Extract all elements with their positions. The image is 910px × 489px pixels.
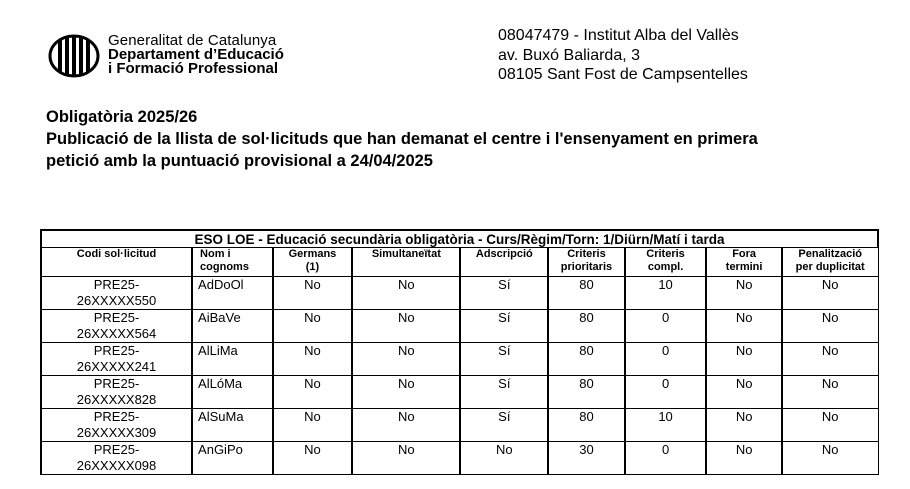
cell-simult: No (352, 376, 460, 409)
cell-germans: No (273, 409, 353, 442)
cell-prior: 80 (548, 343, 625, 376)
cell-prior: 80 (548, 277, 625, 310)
col-header-line-1: Nom i (200, 248, 231, 260)
cell-fora: No (706, 343, 782, 376)
cell-prior: 80 (548, 409, 625, 442)
cell-adscr: Sí (460, 376, 548, 409)
cell-adscr: Sí (460, 343, 548, 376)
cell-germans: No (273, 376, 353, 409)
cell-request-code (41, 409, 192, 442)
cell-request-code (41, 310, 192, 343)
title-line-1: Publicació de la llista de sol·licituds que han demanat el centre i l'ensenyament en primera (46, 130, 758, 148)
cell-request-code (41, 343, 192, 376)
col-header (41, 248, 192, 277)
school-line-2: av. Buxó Baliarda, 3 (498, 46, 641, 64)
logo-text (108, 34, 284, 76)
col-header (625, 248, 707, 277)
cell-fora: No (706, 310, 782, 343)
cell-penal: No (782, 442, 878, 475)
applications-table (40, 229, 879, 475)
logo-line-3: i Formació Professional (108, 60, 279, 77)
generalitat-logo (48, 32, 348, 82)
course-year: Obligatòria 2025/26 (46, 108, 198, 126)
table-body (41, 277, 878, 475)
request-code-part-1: PRE25- (93, 343, 140, 358)
document-heading (46, 106, 886, 172)
school-info (498, 26, 748, 85)
col-header (273, 248, 353, 277)
col-header-line-2: compl. (647, 260, 684, 273)
logo-line-2: Departament d’Educació (108, 46, 284, 63)
cell-compl: 0 (625, 310, 707, 343)
cell-compl: 10 (625, 409, 707, 442)
cell-fora: No (706, 376, 782, 409)
cell-name: AlSuMa (192, 409, 273, 442)
col-header (192, 248, 273, 277)
col-header-line-2: termini (725, 260, 763, 273)
request-code-part-2: 26XXXXX241 (76, 358, 157, 374)
cell-prior: 30 (548, 442, 625, 475)
col-header-line-1: Criteris (646, 248, 685, 260)
cell-adscr: Sí (460, 277, 548, 310)
request-code-part-1: PRE25- (93, 442, 140, 457)
col-header-line-1: Adscripció (475, 248, 533, 260)
table-row (41, 409, 878, 442)
request-code-part-1: PRE25- (93, 277, 140, 292)
cell-name: AdDoOl (192, 277, 273, 310)
col-header-line-2: (1) (305, 260, 320, 273)
request-code-part-2: 26XXXXX564 (76, 325, 157, 341)
applications-table-wrapper (40, 229, 879, 489)
col-header-line-2: per duplicitat (795, 260, 865, 273)
request-code-part-2: 26XXXXX098 (76, 457, 157, 473)
request-code-part-1: PRE25- (93, 310, 140, 325)
cell-compl: 0 (625, 343, 707, 376)
cell-penal: No (782, 310, 878, 343)
cell-compl: 0 (625, 442, 707, 475)
col-header (352, 248, 460, 277)
cell-fora: No (706, 277, 782, 310)
generalitat-emblem-icon (48, 34, 100, 78)
title-line-2: petició amb la puntuació provisional a 24/04/2025 (46, 152, 433, 170)
col-header (782, 248, 878, 277)
col-header (706, 248, 782, 277)
request-code-part-1: PRE25- (93, 376, 140, 391)
cell-adscr: No (460, 442, 548, 475)
table-header-row (41, 248, 878, 277)
cell-simult: No (352, 277, 460, 310)
col-header-line-2: prioritaris (560, 260, 613, 273)
cell-prior: 80 (548, 376, 625, 409)
cell-request-code (41, 442, 192, 475)
cell-name: AnGiPo (192, 442, 273, 475)
school-line-3: 08105 Sant Fost de Campsentelles (498, 66, 748, 83)
table-band-title: ESO LOE - Educació secundària obligatòria - Curs/Règim/Torn: 1/Diürn/Matí i tarda (41, 230, 878, 248)
table-row (41, 310, 878, 343)
cell-name: AlLiMa (192, 343, 273, 376)
cell-simult: No (352, 343, 460, 376)
cell-compl: 0 (625, 376, 707, 409)
cell-penal: No (782, 376, 878, 409)
col-header-line-1: Fora (732, 248, 757, 260)
cell-simult: No (352, 442, 460, 475)
cell-adscr: Sí (460, 409, 548, 442)
cell-penal: No (782, 343, 878, 376)
table-row (41, 343, 878, 376)
table-row (41, 442, 878, 475)
col-header-line-1: Germans (288, 248, 337, 260)
cell-simult: No (352, 409, 460, 442)
table-row (41, 376, 878, 409)
table-row (41, 277, 878, 310)
cell-simult: No (352, 310, 460, 343)
col-header-line-1: Codi sol·licitud (76, 248, 157, 260)
col-header-line-1: Simultaneïtat (371, 248, 441, 260)
table-band-row (41, 230, 878, 248)
col-header-line-1: Penalització (798, 248, 862, 260)
cell-request-code (41, 277, 192, 310)
request-code-part-2: 26XXXXX828 (76, 391, 157, 407)
cell-name: AlLóMa (192, 376, 273, 409)
request-code-part-1: PRE25- (93, 409, 140, 424)
cell-germans: No (273, 310, 353, 343)
request-code-part-2: 26XXXXX309 (76, 424, 157, 440)
col-header-line-1: Criteris (567, 248, 606, 260)
col-header (460, 248, 548, 277)
cell-germans: No (273, 277, 353, 310)
cell-germans: No (273, 442, 353, 475)
cell-penal: No (782, 409, 878, 442)
col-header (548, 248, 625, 277)
school-line-1: 08047479 - Institut Alba del Vallès (498, 27, 739, 44)
cell-prior: 80 (548, 310, 625, 343)
logo-line-1: Generalitat de Catalunya (108, 32, 277, 49)
cell-compl: 10 (625, 277, 707, 310)
cell-penal: No (782, 277, 878, 310)
cell-name: AiBaVe (192, 310, 273, 343)
cell-adscr: Sí (460, 310, 548, 343)
cell-fora: No (706, 442, 782, 475)
col-header-line-2: cognoms (200, 260, 249, 273)
cell-fora: No (706, 409, 782, 442)
cell-request-code (41, 376, 192, 409)
cell-germans: No (273, 343, 353, 376)
request-code-part-2: 26XXXXX550 (76, 292, 157, 308)
